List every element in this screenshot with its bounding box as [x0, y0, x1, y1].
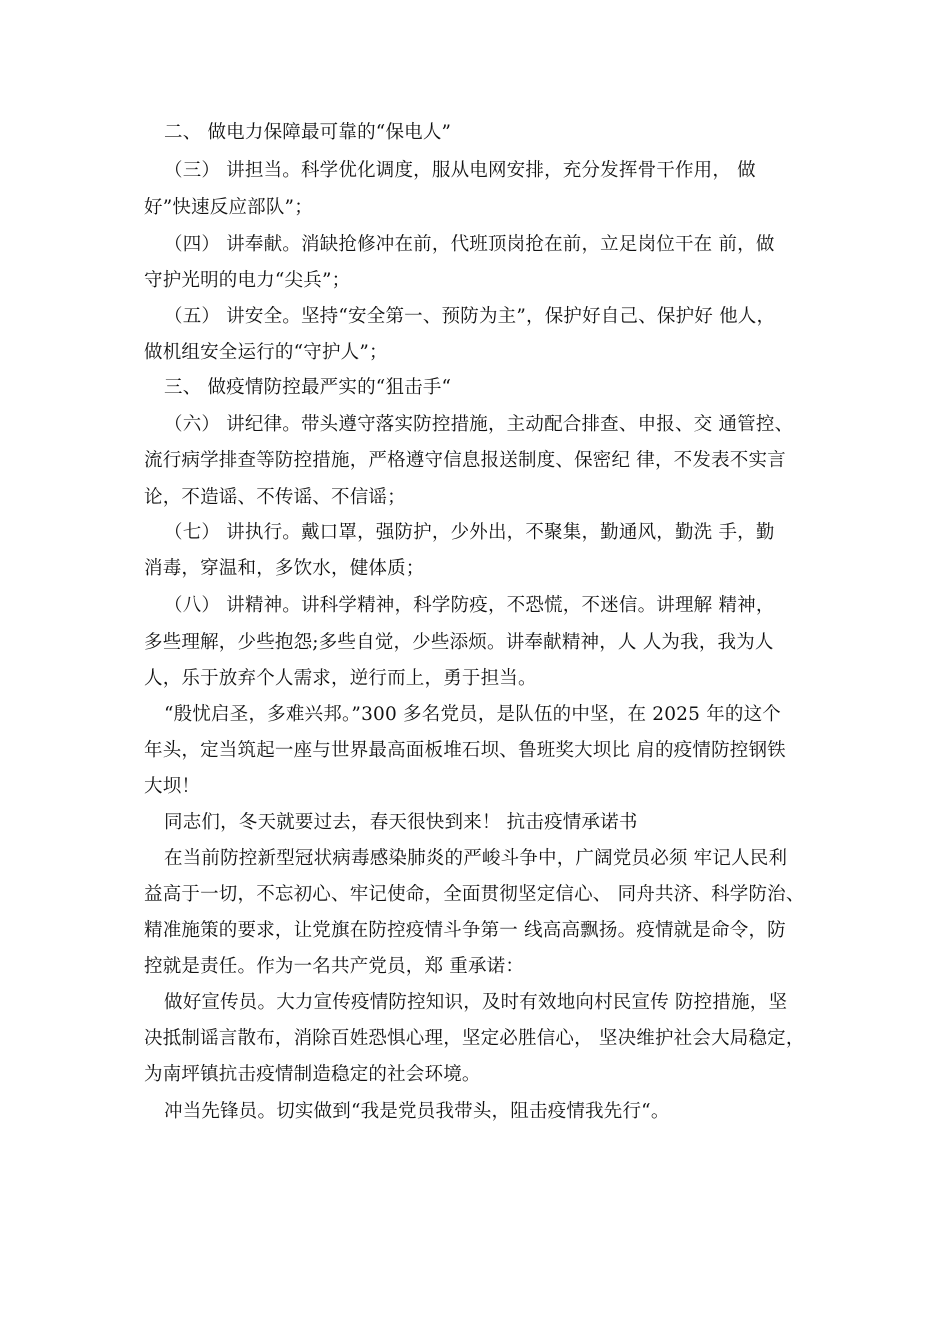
text-line: （七） 讲执行。戴口罩，强防护，少外出，不聚集，勤通风，勤洗 手，勤	[164, 522, 775, 543]
text-line: 流行病学排查等防控措施，严格遵守信息报送制度、保密纪 律，不发表不实言	[144, 450, 786, 471]
text-line: 在当前防控新型冠状病毒感染肺炎的严峻斗争中，广阔党员必须 牢记人民利	[164, 848, 788, 869]
text-line: 冲当先锋员。切实做到“我是党员我带头，阻击疫情我先行“。	[164, 1101, 670, 1122]
text-line: “殷忧启圣，多难兴邦。”300 多名党员，是队伍的中坚，在 2025 年的这个	[164, 704, 782, 725]
text-line: （四） 讲奉献。消缺抢修冲在前，代班顶岗抢在前，立足岗位干在 前，做	[164, 234, 775, 255]
text-line: （三） 讲担当。科学优化调度，服从电网安排，充分发挥骨干作用， 做	[164, 160, 756, 181]
text-line: 大坝！	[144, 776, 201, 797]
text-line: 决抵制谣言散布，消除百姓恐惧心理，坚定必胜信心， 坚决维护社会大局稳定，	[144, 1028, 805, 1049]
text-line: 精准施策的要求，让党旗在防控疫情斗争第一 线高高飘扬。疫情就是命令，防	[144, 920, 786, 941]
text-line: 年头，定当筑起一座与世界最高面板堆石坝、鲁班奖大坝比 肩的疫情防控钢铁	[144, 740, 786, 761]
text-line: （五） 讲安全。坚持“安全第一、预防为主”，保护好自己、保护好 他人，	[164, 306, 776, 327]
text-line: 做好宣传员。大力宣传疫情防控知识，及时有效地向村民宣传 防控措施，坚	[164, 992, 788, 1013]
text-line: 做机组安全运行的“守护人”；	[144, 342, 388, 363]
text-line: （六） 讲纪律。带头遵守落实防控措施，主动配合排查、申报、交 通管控、	[164, 414, 794, 435]
text-line: 人，乐于放弃个人需求，逆行而上，勇于担当。	[144, 668, 537, 689]
text-line: 控就是责任。作为一名共产党员，郑 重承诺：	[144, 956, 525, 977]
text-line: （八） 讲精神。讲科学精神，科学防疫，不恐慌，不迷信。讲理解 精神，	[164, 595, 775, 616]
text-line: 三、 做疫情防控最严实的“狙击手“	[164, 377, 452, 398]
text-line: 守护光明的电力“尖兵”；	[144, 270, 351, 291]
text-line: 好”快速反应部队”；	[144, 197, 313, 218]
text-line: 论，不造谣、不传谣、不信谣；	[144, 487, 406, 508]
text-line: 多些理解，少些抱怨;多些自觉，少些添烦。讲奉献精神，人 人为我，我为人	[144, 632, 774, 653]
text-line: 同志们，冬天就要过去，春天很快到来！ 抗击疫情承诺书	[164, 812, 638, 833]
text-line: 为南坪镇抗击疫情制造稳定的社会环境。	[144, 1064, 481, 1085]
text-line: 二、 做电力保障最可靠的“保电人”	[164, 122, 452, 143]
text-line: 益高于一切，不忘初心、牢记使命，全面贯彻坚定信心、 同舟共济、科学防治、	[144, 884, 805, 905]
text-line: 消毒，穿温和，多饮水，健体质；	[144, 558, 425, 579]
